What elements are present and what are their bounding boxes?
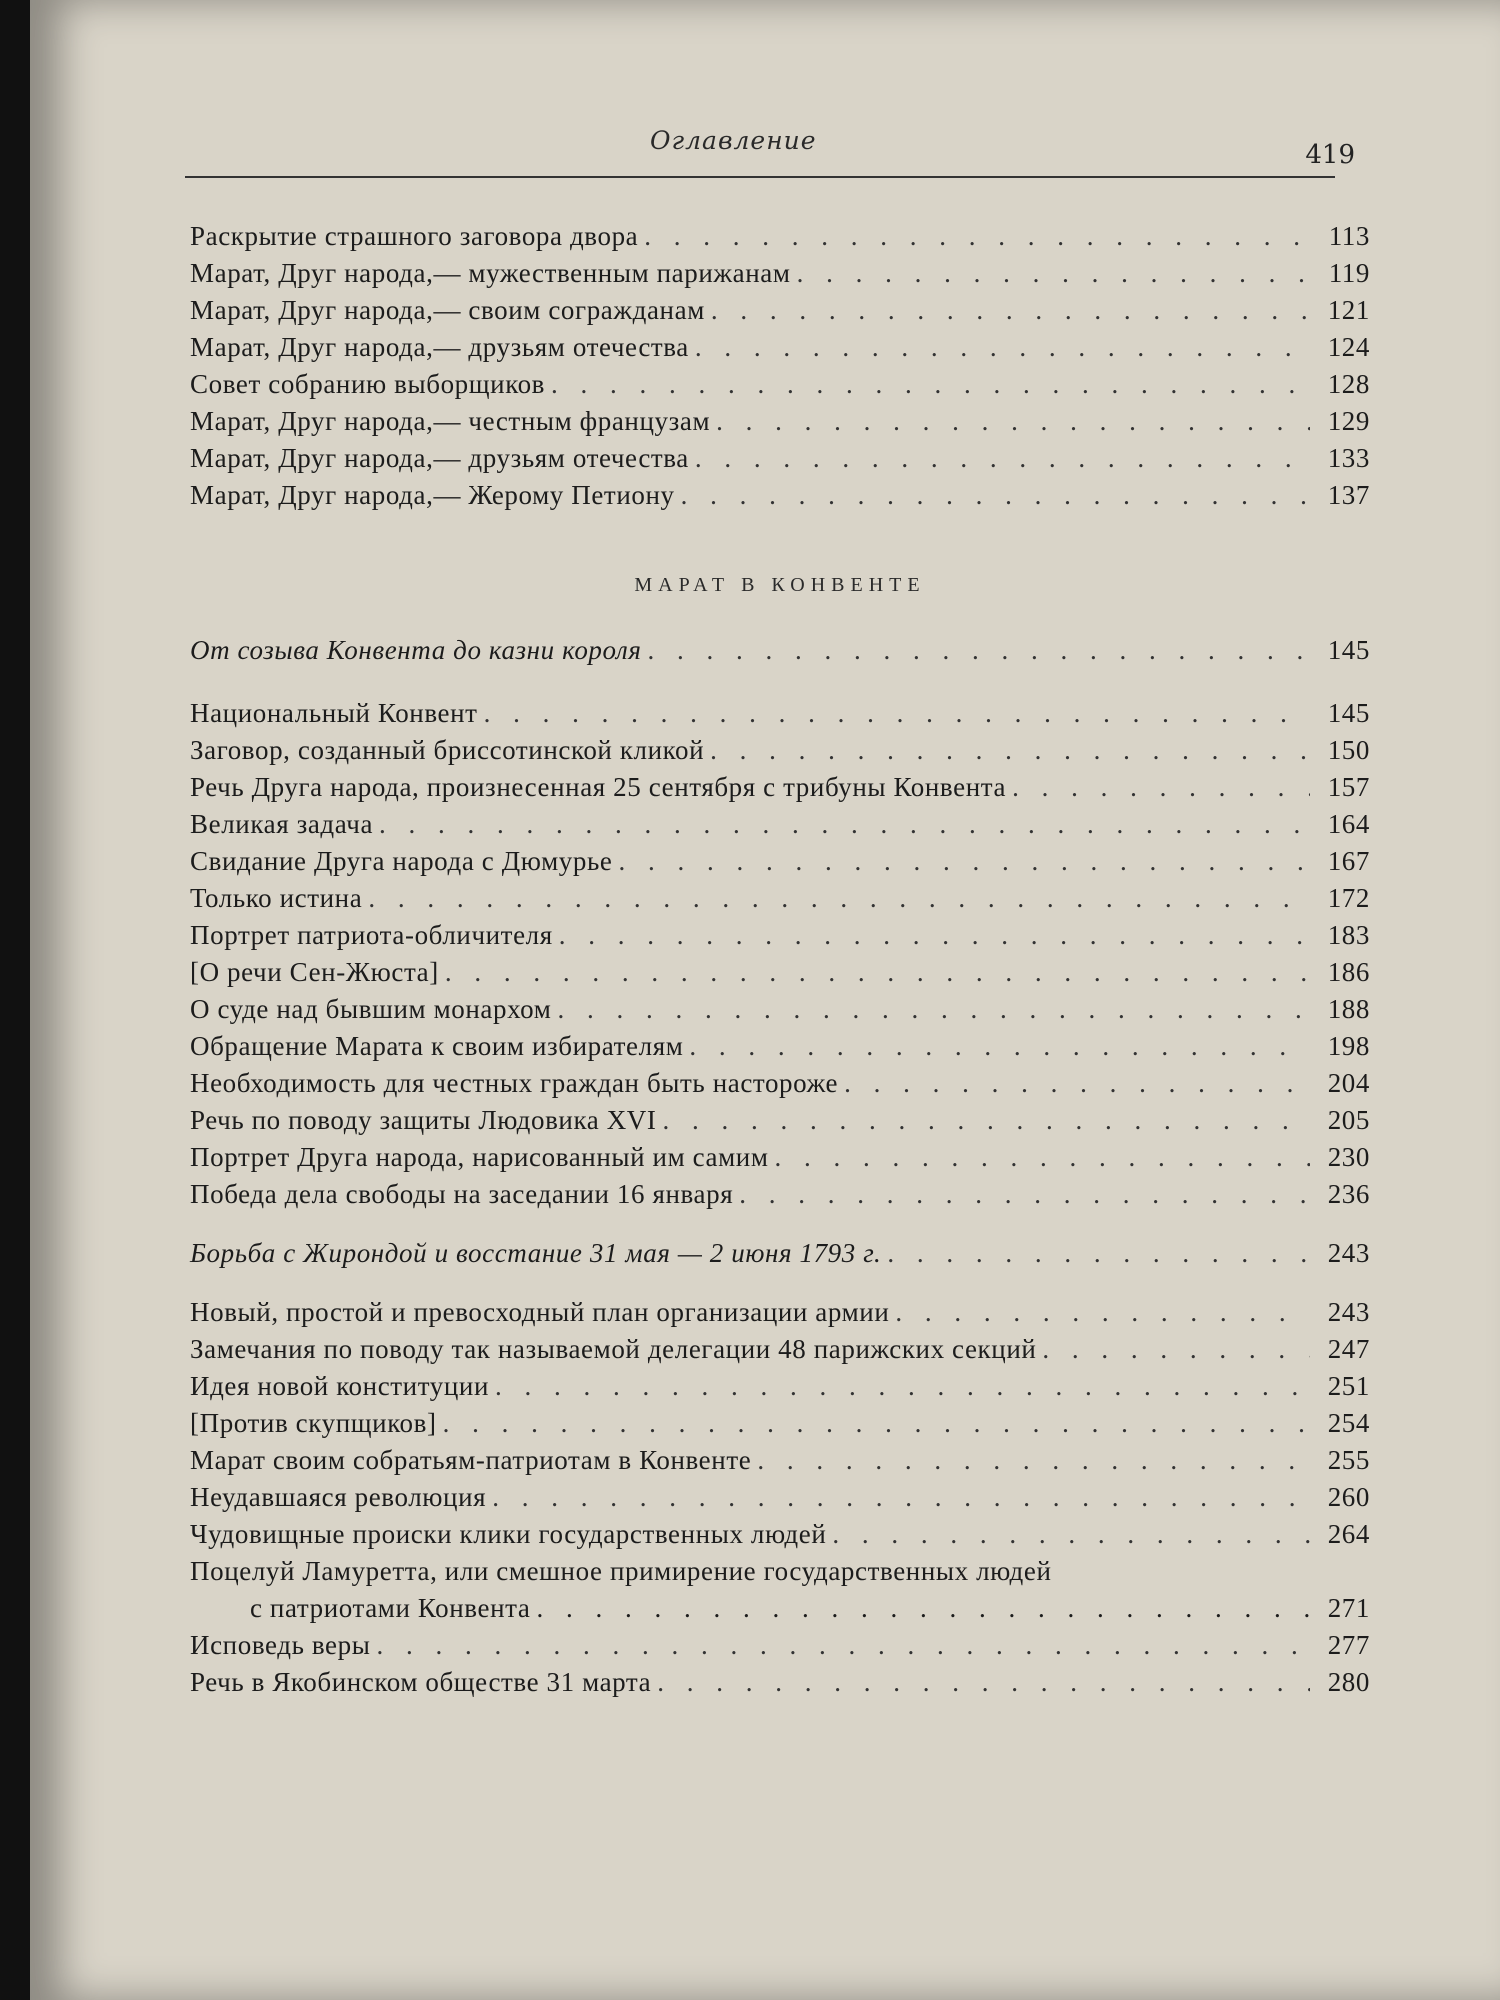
entry-title: Марат своим собратьям-патриотам в Конвенте <box>190 1445 752 1475</box>
leader-dots <box>370 1627 1310 1664</box>
entry-title: Совет собранию выборщиков <box>190 369 546 399</box>
entry-title: Неудавшаяся революция <box>190 1482 487 1512</box>
toc-entry <box>190 366 1370 403</box>
entry-title: Поцелуй Ламуретта, или смешное примирение государственных людей <box>190 1556 1052 1586</box>
entry-page: 247 <box>1327 1334 1370 1364</box>
toc-entry <box>190 1664 1370 1701</box>
entry-page: 119 <box>1328 258 1370 288</box>
leader-dots <box>689 440 1310 477</box>
entry-page: 230 <box>1327 1142 1370 1172</box>
toc-entry <box>190 1294 1370 1331</box>
leader-dots <box>657 1102 1311 1139</box>
leader-dots <box>791 255 1310 292</box>
entry-page: 254 <box>1327 1408 1370 1438</box>
entry-page: 183 <box>1327 920 1370 950</box>
toc-entry <box>190 695 1370 732</box>
leader-dots <box>881 1235 1310 1272</box>
entry-title: Только истина <box>190 883 363 913</box>
leader-dots <box>710 403 1310 440</box>
leader-dots <box>651 1664 1310 1701</box>
table-of-contents <box>190 218 1370 1701</box>
toc-entry <box>190 991 1370 1028</box>
entry-title: Идея новой конституции <box>190 1371 490 1401</box>
entry-page: 145 <box>1327 635 1370 665</box>
leader-dots <box>1006 769 1310 806</box>
entry-title: Марат, Друг народа,— честным французам <box>190 406 711 436</box>
leader-dots <box>362 880 1310 917</box>
leader-dots <box>478 695 1310 732</box>
leader-dots <box>683 1028 1310 1065</box>
toc-entry <box>190 954 1370 991</box>
toc-entry <box>190 732 1370 769</box>
page-number: 419 <box>1305 140 1355 170</box>
subsection-title: От созыва Конвента до казни короля <box>190 635 642 665</box>
entry-title: Национальный Конвент <box>190 698 478 728</box>
entry-page: 264 <box>1327 1519 1370 1549</box>
leader-dots <box>553 917 1310 954</box>
leader-dots <box>486 1479 1310 1516</box>
leader-dots <box>889 1294 1310 1331</box>
leader-dots <box>751 1442 1310 1479</box>
page-header <box>185 118 1355 188</box>
entry-title-continued: с патриотами Конвента <box>250 1593 531 1623</box>
leader-dots <box>704 732 1310 769</box>
toc-entry <box>190 255 1370 292</box>
entry-title: Обращение Марата к своим избирателям <box>190 1031 684 1061</box>
entry-title: Новый, простой и превосходный план организации армии <box>190 1297 890 1327</box>
entry-title: Великая задача <box>190 809 374 839</box>
entry-page: 124 <box>1327 332 1370 362</box>
leader-dots <box>689 329 1310 366</box>
toc-entry-wrapped-line2 <box>190 1590 1370 1627</box>
spacer <box>190 669 1370 695</box>
entry-title: Свидание Друга народа с Дюмурье <box>190 846 613 876</box>
leader-dots <box>437 1405 1310 1442</box>
entry-page: 133 <box>1327 443 1370 473</box>
entry-title: Марат, Друг народа,— своим согражданам <box>190 295 705 325</box>
toc-entry <box>190 440 1370 477</box>
entry-page: 164 <box>1327 809 1370 839</box>
entry-page: 260 <box>1327 1482 1370 1512</box>
leader-dots <box>733 1176 1310 1213</box>
entry-title: О суде над бывшим монархом <box>190 994 552 1024</box>
leader-dots <box>1036 1331 1310 1368</box>
leader-dots <box>530 1590 1310 1627</box>
leader-dots <box>641 632 1310 669</box>
entry-title: Исповедь веры <box>190 1630 371 1660</box>
entry-title: Замечания по поводу так называемой делегации 48 парижских секций <box>190 1334 1037 1364</box>
entry-page: 137 <box>1327 480 1370 510</box>
entry-page: 277 <box>1327 1630 1370 1660</box>
entry-page: 128 <box>1327 369 1370 399</box>
entry-title: Марат, Друг народа,— мужественным парижанам <box>190 258 791 288</box>
entry-page: 243 <box>1327 1297 1370 1327</box>
entry-page: 188 <box>1327 994 1370 1024</box>
leader-dots <box>705 292 1310 329</box>
entry-title: Портрет Друга народа, нарисованный им самим <box>190 1142 769 1172</box>
entry-page: 255 <box>1327 1445 1370 1475</box>
entry-title: Речь Друга народа, произнесенная 25 сентября с трибуны Конвента <box>190 772 1007 802</box>
toc-entry <box>190 329 1370 366</box>
toc-entry-wrapped-line1 <box>190 1553 1370 1590</box>
entry-page: 243 <box>1327 1238 1370 1268</box>
entry-page: 198 <box>1327 1031 1370 1061</box>
toc-entry <box>190 1102 1370 1139</box>
entry-page: 205 <box>1327 1105 1370 1135</box>
entry-page: 236 <box>1327 1179 1370 1209</box>
entry-page: 204 <box>1327 1068 1370 1098</box>
section-heading: МАРАТ В КОНВЕНТЕ <box>634 574 926 596</box>
leader-dots <box>638 218 1310 255</box>
subsection-title: Борьба с Жирондой и восстание 31 мая — 2 июня 1793 г. <box>190 1238 882 1268</box>
toc-entry <box>190 843 1370 880</box>
toc-entry <box>190 1627 1370 1664</box>
leader-dots <box>545 366 1310 403</box>
entry-page: 150 <box>1327 735 1370 765</box>
toc-entry <box>190 477 1370 514</box>
entry-title: [О речи Сен-Жюста] <box>190 957 439 987</box>
entry-title: Победа дела свободы на заседании 16 января <box>190 1179 734 1209</box>
entry-title: Необходимость для честных граждан быть настороже <box>190 1068 839 1098</box>
leader-dots <box>373 806 1310 843</box>
book-page <box>30 0 1500 2000</box>
entry-title: Марат, Друг народа,— друзьям отечества <box>190 443 689 473</box>
toc-entry <box>190 1176 1370 1213</box>
leader-dots <box>769 1139 1310 1176</box>
entry-page: 157 <box>1327 772 1370 802</box>
running-head: Оглавление <box>650 126 817 155</box>
leader-dots <box>613 843 1310 880</box>
toc-entry <box>190 769 1370 806</box>
toc-entry <box>190 218 1370 255</box>
toc-entry <box>190 917 1370 954</box>
entry-title: Портрет патриота-обличителя <box>190 920 553 950</box>
spacer <box>190 1213 1370 1235</box>
entry-title: [Против скупщиков] <box>190 1408 437 1438</box>
toc-entry <box>190 806 1370 843</box>
entry-page: 121 <box>1327 295 1370 325</box>
entry-page: 280 <box>1327 1667 1370 1697</box>
toc-entry <box>190 292 1370 329</box>
spacer <box>190 1272 1370 1294</box>
leader-dots <box>551 991 1310 1028</box>
toc-entry <box>190 1405 1370 1442</box>
toc-entry <box>190 1479 1370 1516</box>
leader-dots <box>489 1368 1310 1405</box>
toc-entry <box>190 1442 1370 1479</box>
entry-title: Речь по поводу защиты Людовика XVI <box>190 1105 657 1135</box>
entry-title: Речь в Якобинском обществе 31 марта <box>190 1667 652 1697</box>
entry-page: 167 <box>1327 846 1370 876</box>
toc-entry <box>190 1028 1370 1065</box>
leader-dots <box>838 1065 1310 1102</box>
entry-title: Марат, Друг народа,— друзьям отечества <box>190 332 689 362</box>
leader-dots <box>439 954 1310 991</box>
header-rule <box>185 176 1335 178</box>
entry-page: 251 <box>1327 1371 1370 1401</box>
entry-page: 113 <box>1328 221 1370 251</box>
entry-page: 145 <box>1327 698 1370 728</box>
entry-page: 186 <box>1327 957 1370 987</box>
entry-title: Марат, Друг народа,— Жерому Петиону <box>190 480 675 510</box>
entry-page: 129 <box>1327 406 1370 436</box>
toc-entry <box>190 403 1370 440</box>
toc-entry <box>190 1516 1370 1553</box>
toc-entry <box>190 1065 1370 1102</box>
entry-page: 271 <box>1327 1593 1370 1623</box>
subsection-entry <box>190 1235 1370 1272</box>
leader-dots <box>675 477 1310 514</box>
entry-title: Раскрытие страшного заговора двора <box>190 221 639 251</box>
entry-title: Заговор, созданный бриссотинской кликой <box>190 735 705 765</box>
toc-entry <box>190 1331 1370 1368</box>
entry-page: 172 <box>1327 883 1370 913</box>
toc-entry <box>190 880 1370 917</box>
entry-title: Чудовищные происки клики государственных людей <box>190 1519 827 1549</box>
toc-entry <box>190 1139 1370 1176</box>
subsection-entry <box>190 632 1370 669</box>
toc-entry <box>190 1368 1370 1405</box>
leader-dots <box>826 1516 1310 1553</box>
